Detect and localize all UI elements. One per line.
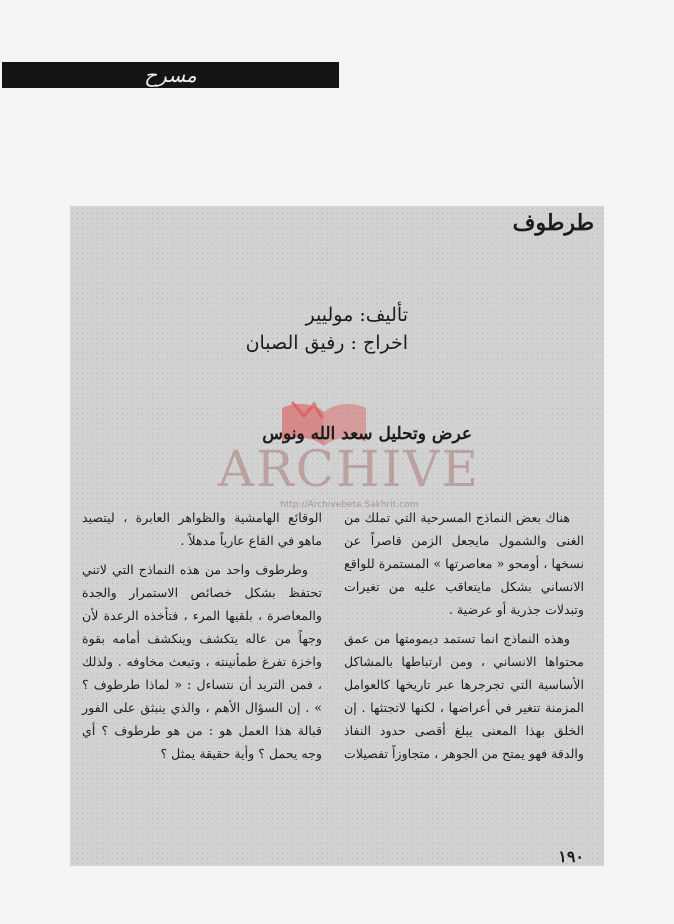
paragraph: وهذه النماذج انما تستمد ديمومتها من عمق محتواها الانساني ، ومن ارتباطها بالمشاكل الأساسية التي تجرجرها عبر تاريخها كالعوامل المزمنة تتغير في أعراضها ، لكنها لاتجتثها . إن الخلق بهذا المعنى يبلغ أقصى حدود النفاذ والدقة فهو يمتح من الجوهر ، متجاوزاً تفصيلات <box>344 631 584 761</box>
article-column-left <box>82 506 322 771</box>
section-title: مسرح <box>144 63 197 87</box>
watermark-text: ARCHIVE <box>218 440 480 498</box>
paragraph: وطرطوف واحد من هذه النماذج التي لاتني تحتفظ بشكل خصائص الاستمرار والجدة والمعاصرة ، بلقيها المرء ، فتأخذه الرعدة لأن وجهاً من عاله يتكشف وينكشف أمامه بقوة واخزة تفرغ طمأنينته ، وتبعث مخاوفه . ولذلك ، فمن التريد أن نتساءل : « لماذا طرطوف ؟ » . إن السؤال الأهم ، والذي ينبثق على الفور قبالة هذا العمل هو : من هو طرطوف ؟ أي وجه يحمل ؟ وأية حقيقة يمثل ؟ <box>82 562 322 761</box>
author-line: تأليف: موليير <box>305 304 408 326</box>
paragraph: هناك بعض النماذج المسرحية التي تملك من الغنى والشمول مايجعل الزمن قاصراً عن نسخها ، أومحو « معاصرتها » المستمرة للواقع الانساني بشكل مايتعاقب عليه من تغيرات وتبدلات جذرية أو عرضية . <box>344 510 584 617</box>
watermark-url: http://Archivebeta.Sakhrit.com <box>280 500 419 510</box>
director-line: اخراج : رفيق الصبان <box>245 332 408 354</box>
archive-watermark <box>190 398 480 508</box>
paragraph: الوقائع الهامشية والظواهر العابرة ، ليتصيد ماهو في القاع عارياً مدهلاً . <box>82 510 322 548</box>
article-column-right <box>344 506 584 771</box>
section-header-band <box>2 62 339 88</box>
article-page <box>70 206 604 866</box>
review-byline: عرض وتحليل سعد الله ونوس <box>262 424 472 444</box>
page-number: ١٩٠ <box>558 847 584 866</box>
article-title: طرطوف <box>512 210 594 236</box>
